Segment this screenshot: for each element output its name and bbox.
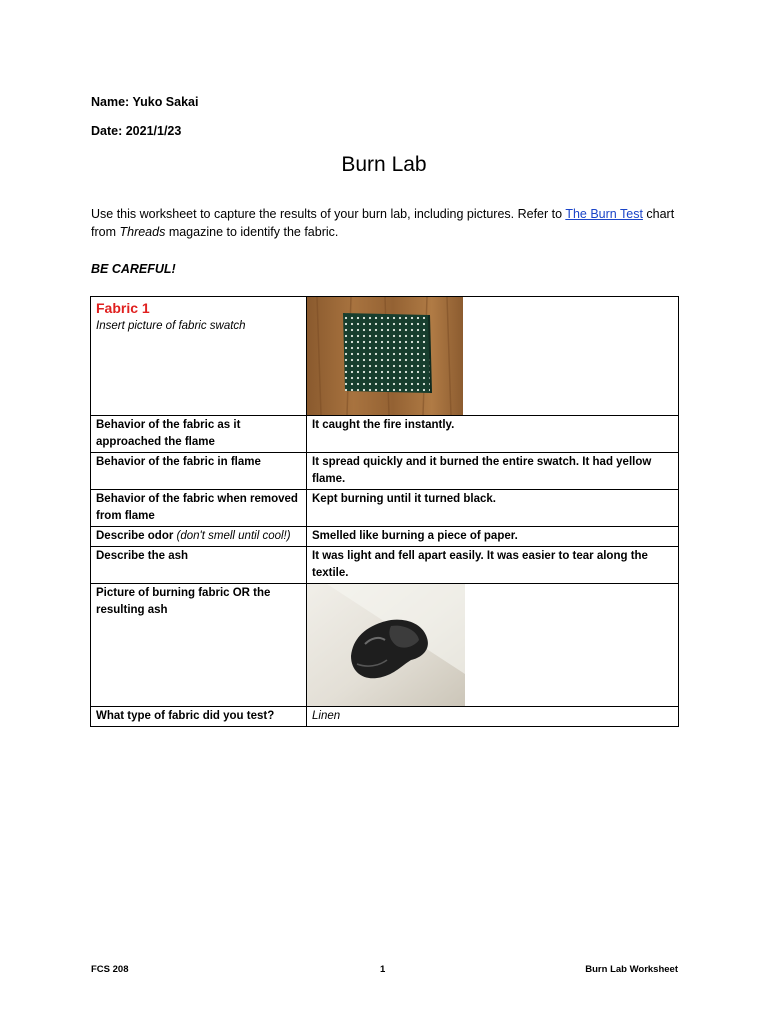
burn-picture-label: Picture of burning fabric OR the resulting ash: [91, 584, 307, 707]
page-title: Burn Lab: [341, 153, 427, 176]
row-label: Describe the ash: [91, 547, 307, 584]
row-value: It spread quickly and it burned the entire swatch. It had yellow flame.: [307, 453, 679, 490]
date-line: Date: 2021/1/23: [91, 124, 182, 138]
fabric-heading: Fabric 1: [96, 300, 150, 316]
answer-row: [91, 707, 679, 727]
fabric-photo-cell: [307, 297, 679, 416]
intro-text-before: Use this worksheet to capture the results of your burn lab, including pictures. Refer to: [91, 207, 566, 221]
fabric-answer: Linen: [307, 707, 679, 727]
table-row: [91, 527, 679, 547]
intro-paragraph: [91, 205, 681, 241]
fabric-hint: Insert picture of fabric swatch: [96, 320, 246, 332]
table-row: [91, 416, 679, 453]
fabric-swatch-image: [307, 297, 463, 415]
row-value: It was light and fell apart easily. It was easier to tear along the textile.: [307, 547, 679, 584]
question-label: What type of fabric did you test?: [91, 707, 307, 727]
burn-lab-table: [90, 296, 679, 727]
row-label: Describe odor: [96, 530, 174, 542]
name-line: Name: Yuko Sakai: [91, 95, 199, 109]
intro-text-middle: chart from: [91, 207, 675, 239]
footer-doc-title: Burn Lab Worksheet: [585, 964, 678, 975]
row-label: Behavior of the fabric in flame: [91, 453, 307, 490]
footer-course: FCS 208: [91, 964, 129, 975]
table-row: [91, 547, 679, 584]
burn-photo-cell: [307, 584, 679, 707]
table-row: [91, 453, 679, 490]
row-label: Behavior of the fabric as it approached the flame: [91, 416, 307, 453]
fabric-row: [91, 297, 679, 416]
magazine-name: Threads: [119, 225, 166, 239]
row-value: It caught the fire instantly.: [307, 416, 679, 453]
burned-fabric-image: [307, 584, 465, 706]
table-row: [91, 490, 679, 527]
row-label-hint: (don't smell until cool!): [176, 530, 291, 542]
row-label-cell: [91, 527, 307, 547]
fabric-cell: [91, 297, 307, 416]
warning-text: BE CAREFUL!: [91, 262, 176, 276]
row-label: Behavior of the fabric when removed from flame: [91, 490, 307, 527]
burn-picture-row: [91, 584, 679, 707]
row-value: Smelled like burning a piece of paper.: [307, 527, 679, 547]
burn-test-link[interactable]: The Burn Test: [565, 207, 643, 221]
row-value: Kept burning until it turned black.: [307, 490, 679, 527]
footer-page-number: 1: [380, 964, 386, 975]
intro-text-after: magazine to identify the fabric.: [165, 225, 339, 239]
